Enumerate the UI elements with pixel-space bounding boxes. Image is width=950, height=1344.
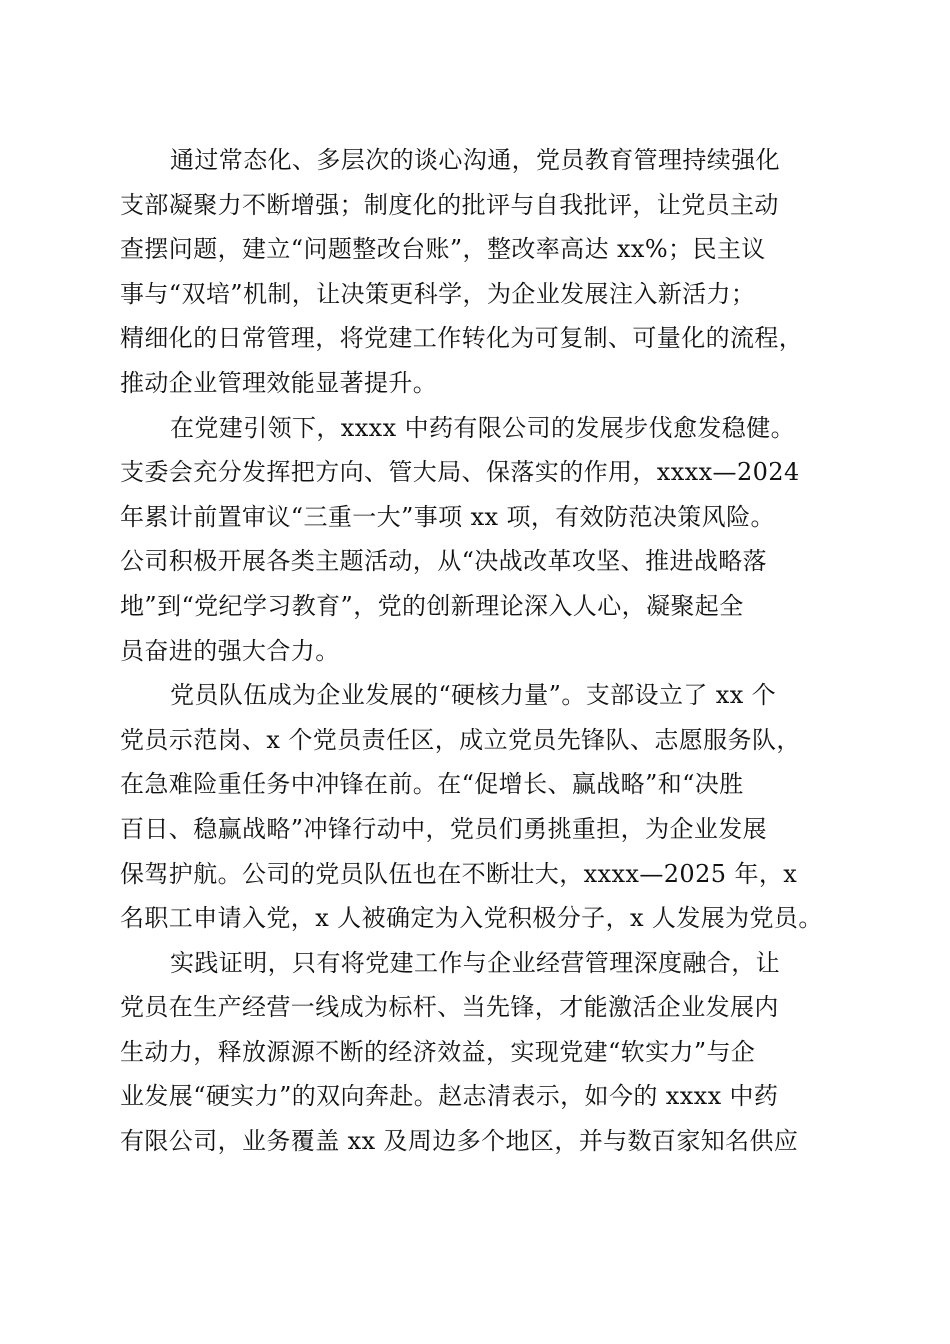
text-line: 实践证明，只有将党建工作与企业经营管理深度融合，让 xyxy=(170,948,780,977)
text-line: 百日、稳赢战略”冲锋行动中，党员们勇挑重担，为企业发展 xyxy=(120,814,768,843)
text-line: 在急难险重任务中冲锋在前。在“促增长、赢战略”和“决胜 xyxy=(120,770,744,799)
text-line: 支部凝聚力不断增强；制度化的批评与自我批评，让党员主动 xyxy=(120,190,779,219)
text-line: 党员在生产经营一线成为标杆、当先锋，才能激活企业发展内 xyxy=(120,993,779,1022)
text-line: 年累计前置审议“三重一大”事项 xx 项，有效防范决策风险。 xyxy=(120,502,775,531)
text-line: 支委会充分发挥把方向、管大局、保落实的作用，xxxx—2024 xyxy=(120,458,800,487)
text-line: 生动力，释放源源不断的经济效益，实现党建“软实力”与企 xyxy=(120,1037,756,1066)
text-line: 党员队伍成为企业发展的“硬核力量”。支部设立了 xx 个 xyxy=(170,681,777,710)
paragraph-4 xyxy=(120,941,826,1164)
text-line: 公司积极开展各类主题活动，从“决战改革攻坚、推进战略落 xyxy=(120,547,768,576)
text-line: 有限公司，业务覆盖 xx 及周边多个地区，并与数百家知名供应 xyxy=(120,1127,799,1156)
text-line: 党员示范岗、x 个党员责任区，成立党员先锋队、志愿服务队， xyxy=(120,725,801,754)
text-line: 事与“双培”机制，让决策更科学，为企业发展注入新活力； xyxy=(120,279,756,308)
document-body xyxy=(120,138,826,1164)
paragraph-1 xyxy=(120,138,826,406)
text-line: 推动企业管理效能显著提升。 xyxy=(120,368,438,397)
text-line: 保驾护航。公司的党员队伍也在不断壮大，xxxx—2025 年，x xyxy=(120,859,798,888)
text-line: 通过常态化、多层次的谈心沟通，党员教育管理持续强化 xyxy=(170,146,780,174)
text-line: 查摆问题，建立“问题整改台账”，整改率高达 xx%；民主议 xyxy=(120,235,766,264)
text-line: 地”到“党纪学习教育”，党的创新理论深入人心，凝聚起全 xyxy=(120,591,744,620)
text-line: 名职工申请入党，x 人被确定为入党积极分子，x 人发展为党员。 xyxy=(120,904,823,933)
text-line: 员奋进的强大合力。 xyxy=(120,636,340,665)
text-line: 业发展“硬实力”的双向奔赴。赵志清表示，如今的 xxxx 中药 xyxy=(120,1082,779,1111)
paragraph-2 xyxy=(120,406,826,674)
paragraph-3 xyxy=(120,673,826,941)
text-line: 精细化的日常管理，将党建工作转化为可复制、可量化的流程， xyxy=(120,324,804,353)
text-line: 在党建引领下，xxxx 中药有限公司的发展步伐愈发稳健。 xyxy=(170,413,795,442)
